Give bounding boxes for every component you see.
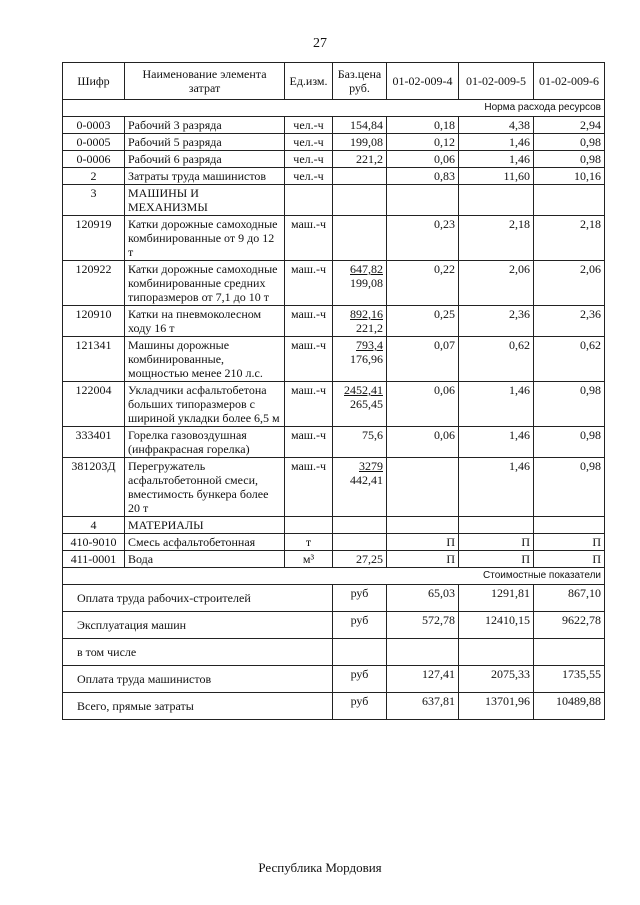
material-row [63, 551, 605, 568]
cell-name: Машины дорожные комбинированные, мощностью менее 210 л.с. [125, 337, 285, 382]
cell-v2: П [459, 551, 534, 568]
machine-row [63, 382, 605, 427]
header-code: Шифр [63, 63, 125, 100]
cell-name: Затраты труда машинистов [125, 168, 285, 185]
price-total: 75,6 [362, 428, 383, 442]
header-col3: 01-02-009-6 [534, 63, 605, 100]
section-norm-row [63, 100, 605, 117]
cell-price: 221,2 [333, 151, 387, 168]
section-code: 3 [63, 185, 125, 216]
cell-v3: 0,98 [534, 382, 605, 427]
cell-price [333, 306, 387, 337]
cell-v1: П [387, 534, 459, 551]
cell-name: Катки дорожные самоходные комбинированные средних типоразмеров от 7,1 до 10 т [125, 261, 285, 306]
cell-unit: чел.-ч [285, 168, 333, 185]
cell-price [333, 427, 387, 458]
empty-cell [333, 517, 387, 534]
cell-v2: 1,46 [459, 382, 534, 427]
cell-name: Смесь асфальтобетонная [125, 534, 285, 551]
section-title: МАТЕРИАЛЫ [125, 517, 285, 534]
price-labor: 221,2 [356, 321, 383, 335]
price-labor: 265,45 [350, 397, 383, 411]
cost-unit: руб [333, 585, 387, 612]
cell-unit: маш.-ч [285, 306, 333, 337]
cell-v1: 0,06 [387, 151, 459, 168]
cell-v1: 0,25 [387, 306, 459, 337]
cell-price: 27,25 [333, 551, 387, 568]
cost-v3: 867,10 [534, 585, 605, 612]
cell-unit: маш.-ч [285, 382, 333, 427]
cost-unit [333, 639, 387, 666]
empty-cell [387, 185, 459, 216]
section-cost-row [63, 568, 605, 585]
cell-price [333, 168, 387, 185]
machinist-row [63, 168, 605, 185]
cell-v1: 0,06 [387, 427, 459, 458]
cell-name: Укладчики асфальтобетона больших типоразмеров с шириной укладки более 6,5 м [125, 382, 285, 427]
cell-unit: т [285, 534, 333, 551]
cell-name: Катки дорожные самоходные комбинированные от 9 до 12 т [125, 216, 285, 261]
cell-price [333, 261, 387, 306]
cell-code: 0-0005 [63, 134, 125, 151]
cell-price [333, 382, 387, 427]
empty-cell [285, 517, 333, 534]
cost-v2 [459, 639, 534, 666]
cell-v3: П [534, 551, 605, 568]
price-labor: 176,96 [350, 352, 383, 366]
cost-row [63, 639, 605, 666]
cell-price [333, 534, 387, 551]
cost-name: Всего, прямые затраты [63, 693, 333, 720]
cell-code: 120919 [63, 216, 125, 261]
materials-header-row [63, 517, 605, 534]
cost-unit: руб [333, 612, 387, 639]
cell-v2: 2,18 [459, 216, 534, 261]
cell-v1: 0,12 [387, 134, 459, 151]
labor-row [63, 151, 605, 168]
cell-v1: 0,22 [387, 261, 459, 306]
cell-v3: 10,16 [534, 168, 605, 185]
cost-v3 [534, 639, 605, 666]
cost-unit: руб [333, 693, 387, 720]
machine-row [63, 458, 605, 517]
cell-unit: маш.-ч [285, 337, 333, 382]
cell-unit: маш.-ч [285, 261, 333, 306]
cell-v3: 2,18 [534, 216, 605, 261]
header-unit: Ед.изм. [285, 63, 333, 100]
cell-v1: 0,83 [387, 168, 459, 185]
cell-code: 411-0001 [63, 551, 125, 568]
cost-row [63, 666, 605, 693]
cell-code: 333401 [63, 427, 125, 458]
machine-row [63, 216, 605, 261]
cell-v2: 4,38 [459, 117, 534, 134]
empty-cell [285, 185, 333, 216]
material-row [63, 534, 605, 551]
empty-cell [459, 185, 534, 216]
cell-v2: 1,46 [459, 458, 534, 517]
cost-row [63, 693, 605, 720]
cost-v2: 1291,81 [459, 585, 534, 612]
section-title: МАШИНЫ И МЕХАНИЗМЫ [125, 185, 285, 216]
price-total: 892,16 [350, 307, 383, 321]
cell-v1: 0,06 [387, 382, 459, 427]
cell-price [333, 337, 387, 382]
cell-unit: чел.-ч [285, 117, 333, 134]
cell-name: Катки на пневмоколесном ходу 16 т [125, 306, 285, 337]
cost-v1: 127,41 [387, 666, 459, 693]
cell-v2: 1,46 [459, 151, 534, 168]
cost-v3: 1735,55 [534, 666, 605, 693]
price-total: 3279 [359, 459, 383, 473]
cell-v1: П [387, 551, 459, 568]
cell-v2: 1,46 [459, 134, 534, 151]
machine-row [63, 306, 605, 337]
cell-v1: 0,18 [387, 117, 459, 134]
labor-row [63, 134, 605, 151]
labor-row [63, 117, 605, 134]
cost-name: Эксплуатация машин [63, 612, 333, 639]
cell-v3: 2,94 [534, 117, 605, 134]
cell-code: 2 [63, 168, 125, 185]
cell-name: Горелка газовоздушная (инфракрасная горелка) [125, 427, 285, 458]
cell-code: 410-9010 [63, 534, 125, 551]
section-cost-label: Стоимостные показатели [63, 568, 605, 585]
table-body [63, 100, 605, 720]
empty-cell [534, 185, 605, 216]
cell-v2: П [459, 534, 534, 551]
cell-unit: чел.-ч [285, 151, 333, 168]
cell-code: 120922 [63, 261, 125, 306]
cell-v1 [387, 458, 459, 517]
cell-unit: м³ [285, 551, 333, 568]
cost-name: Оплата труда машинистов [63, 666, 333, 693]
cost-name: в том числе [63, 639, 333, 666]
cost-v2: 13701,96 [459, 693, 534, 720]
header-col1: 01-02-009-4 [387, 63, 459, 100]
table-header-row [63, 63, 605, 100]
cell-price [333, 458, 387, 517]
cost-v1: 65,03 [387, 585, 459, 612]
cell-v3: 0,98 [534, 151, 605, 168]
cell-v3: 2,36 [534, 306, 605, 337]
footer-region: Республика Мордовия [258, 860, 382, 875]
cell-code: 0-0006 [63, 151, 125, 168]
cell-name: Вода [125, 551, 285, 568]
cell-v1: 0,23 [387, 216, 459, 261]
cell-v2: 0,62 [459, 337, 534, 382]
cost-v1: 637,81 [387, 693, 459, 720]
cell-unit: чел.-ч [285, 134, 333, 151]
cell-name: Рабочий 5 разряда [125, 134, 285, 151]
cost-row [63, 585, 605, 612]
cell-name: Рабочий 3 разряда [125, 117, 285, 134]
cost-v3: 9622,78 [534, 612, 605, 639]
cell-name: Перегружатель асфальтобетонной смеси, вместимость бункера более 20 т [125, 458, 285, 517]
machines-header-row [63, 185, 605, 216]
cell-v2: 11,60 [459, 168, 534, 185]
cell-v3: П [534, 534, 605, 551]
cell-v2: 1,46 [459, 427, 534, 458]
cost-v1: 572,78 [387, 612, 459, 639]
cell-v3: 0,98 [534, 134, 605, 151]
estimate-table [62, 62, 605, 720]
header-col2: 01-02-009-5 [459, 63, 534, 100]
cell-v1: 0,07 [387, 337, 459, 382]
cost-name: Оплата труда рабочих-строителей [63, 585, 333, 612]
cell-code: 121341 [63, 337, 125, 382]
cost-v2: 12410,15 [459, 612, 534, 639]
cell-price: 199,08 [333, 134, 387, 151]
machine-row [63, 427, 605, 458]
header-name: Наименование элемента затрат [125, 63, 285, 100]
cost-v3: 10489,88 [534, 693, 605, 720]
empty-cell [459, 517, 534, 534]
cost-row [63, 612, 605, 639]
price-total: 647,82 [350, 262, 383, 276]
cell-code: 381203Д [63, 458, 125, 517]
cell-code: 0-0003 [63, 117, 125, 134]
price-labor: 199,08 [350, 276, 383, 290]
cell-name: Рабочий 6 разряда [125, 151, 285, 168]
cell-code: 120910 [63, 306, 125, 337]
cell-v3: 0,98 [534, 458, 605, 517]
empty-cell [534, 517, 605, 534]
header-price: Баз.цена руб. [333, 63, 387, 100]
cell-v3: 0,98 [534, 427, 605, 458]
section-code: 4 [63, 517, 125, 534]
section-norm-label: Норма расхода ресурсов [63, 100, 605, 117]
cell-v2: 2,36 [459, 306, 534, 337]
cost-unit: руб [333, 666, 387, 693]
cost-v1 [387, 639, 459, 666]
price-labor: 442,41 [350, 473, 383, 487]
cell-unit: маш.-ч [285, 427, 333, 458]
cell-v3: 0,62 [534, 337, 605, 382]
price-total: 2452,41 [344, 383, 383, 397]
cell-unit: маш.-ч [285, 458, 333, 517]
cell-unit: маш.-ч [285, 216, 333, 261]
cell-code: 122004 [63, 382, 125, 427]
empty-cell [333, 185, 387, 216]
cell-price: 154,84 [333, 117, 387, 134]
cost-v2: 2075,33 [459, 666, 534, 693]
machine-row [63, 261, 605, 306]
cell-v2: 2,06 [459, 261, 534, 306]
cell-v3: 2,06 [534, 261, 605, 306]
page-number: 27 [313, 36, 327, 51]
machine-row [63, 337, 605, 382]
cell-price [333, 216, 387, 261]
empty-cell [387, 517, 459, 534]
price-total: 793,4 [356, 338, 383, 352]
